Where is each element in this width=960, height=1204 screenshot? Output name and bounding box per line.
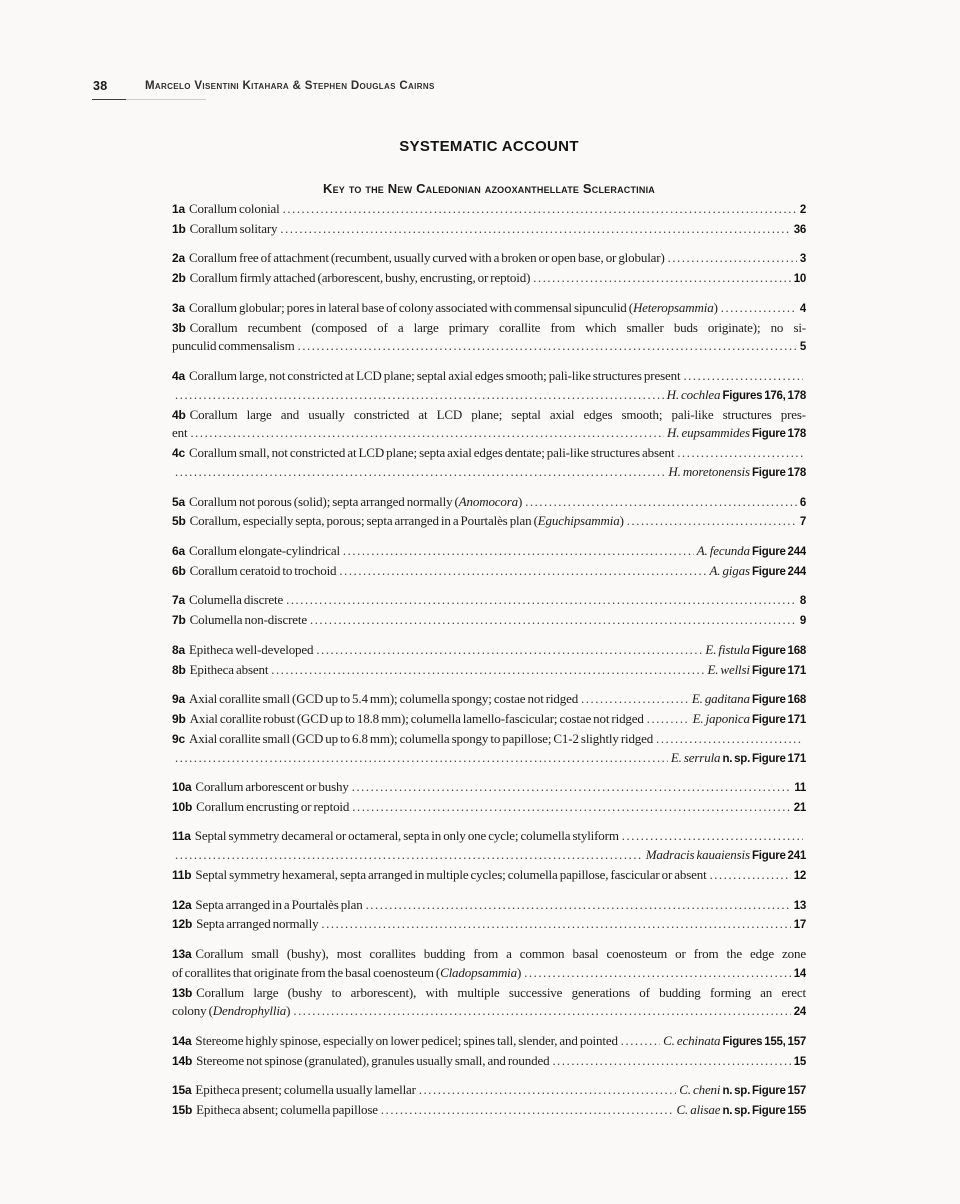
- couplet-result: [800, 200, 806, 220]
- key-line: [172, 319, 806, 338]
- taxon-name: Heteropsammia: [632, 299, 714, 315]
- couplet-text: [190, 320, 806, 335]
- reference-text: Figure 241: [751, 850, 806, 863]
- reference-text: 12: [793, 870, 806, 883]
- taxon-name: Cladopsammia: [440, 964, 517, 980]
- dot-leader: [280, 220, 790, 239]
- key-line: [172, 690, 806, 710]
- page-number: 38: [93, 79, 108, 93]
- couplet-label: 7a: [172, 593, 185, 608]
- reference-text: Figure 168: [751, 694, 806, 707]
- key-group: [172, 827, 806, 885]
- couplet-text: [172, 1002, 290, 1021]
- key-line: [172, 964, 806, 984]
- key-line: [172, 1081, 806, 1101]
- couplet-label: 6a: [172, 543, 185, 558]
- key-text-segment: Septa arranged normally: [196, 916, 319, 932]
- key-group: [172, 200, 806, 240]
- key-text-segment: Columella discrete: [188, 592, 284, 608]
- key-text-segment: Corallum large, not constricted at LCD plane; septal axial edges smooth; pali-like structures present: [188, 367, 681, 383]
- reference-text: 14: [793, 967, 806, 980]
- key-line: [172, 798, 806, 818]
- key-line: [172, 846, 806, 866]
- key-group: [172, 945, 806, 1022]
- key-line: [172, 562, 806, 582]
- dot-leader: [552, 1052, 790, 1071]
- reference-text: 10: [793, 273, 806, 286]
- reference-text: Figure 168: [751, 644, 806, 657]
- dot-leader: [339, 562, 706, 581]
- key-text-segment: Stereome highly spinose, especially on lower pedicel; spines tall, slender, and pointed: [195, 1033, 618, 1049]
- couplet-text: [172, 964, 521, 983]
- taxon-name: C. alisae: [676, 1102, 723, 1118]
- key-text-segment: Corallum, especially septa, porous; septa arranged in a Pourtalès plan (: [189, 513, 538, 529]
- couplet-result: [800, 591, 806, 611]
- key-line: [172, 386, 806, 406]
- key-text-segment: punculid commensalism: [172, 338, 295, 354]
- couplet-text: [190, 611, 307, 630]
- couplet-label: 9a: [172, 692, 185, 707]
- couplet-label: 1a: [172, 202, 185, 216]
- key-text-segment: Septal symmetry hexameral, septa arranged in multiple cycles; columella papillose, fascicular or absent: [195, 867, 707, 883]
- taxon-name: A. fecunda: [696, 542, 752, 558]
- couplet-text: [190, 562, 337, 581]
- couplet-label: 2a: [172, 251, 185, 266]
- couplet-result: [794, 269, 806, 289]
- key-text-segment: Corallum firmly attached (arborescent, bushy, encrusting, or reptoid): [189, 270, 531, 286]
- couplet-text: [195, 896, 362, 915]
- key-text-segment: Corallum encrusting or reptoid: [196, 798, 350, 814]
- key-group: [172, 591, 806, 631]
- header-rule: [92, 99, 126, 100]
- key-text-segment: ent: [172, 425, 188, 441]
- key-line: [172, 915, 806, 935]
- couplet-text: [172, 424, 187, 443]
- key-line: [172, 661, 806, 681]
- key-line: [172, 406, 806, 425]
- key-group: [172, 493, 806, 533]
- reference-text: Figure 157: [751, 1085, 806, 1098]
- key-line: [172, 220, 806, 240]
- couplet-text: [189, 200, 280, 219]
- taxon-name: Anomocora: [458, 493, 519, 509]
- content: [172, 139, 806, 1131]
- dot-leader: [621, 1032, 660, 1051]
- couplet-label: 14a: [172, 1034, 192, 1049]
- dot-leader: [321, 915, 790, 934]
- taxon-name: H. moretonensis: [668, 463, 752, 479]
- dot-leader: [533, 269, 790, 288]
- couplet-result: [693, 710, 806, 730]
- couplet-result: [800, 337, 806, 357]
- couplet-result: [794, 915, 806, 935]
- couplet-result: [800, 493, 806, 513]
- reference-text: n. sp.: [722, 1105, 752, 1118]
- taxon-name: Dendrophyllia: [212, 1003, 287, 1019]
- key-text-segment: ): [619, 513, 624, 529]
- couplet-text: [189, 444, 674, 463]
- reference-text: Figure 178: [751, 428, 806, 441]
- couplet-label: 1b: [172, 221, 186, 236]
- dot-leader: [271, 661, 704, 680]
- couplet-result: [705, 641, 806, 661]
- dot-leader: [293, 1002, 790, 1021]
- dot-leader: [524, 964, 791, 983]
- dot-leader: [175, 846, 643, 865]
- couplet-text: [196, 1052, 549, 1071]
- section-title: SYSTEMATIC ACCOUNT: [399, 138, 579, 155]
- couplet-text: [172, 337, 295, 356]
- couplet-result: [679, 1081, 806, 1101]
- key-text-segment: Corallum globular; pores in lateral base of colony associated with commensal sipunculid (: [188, 299, 633, 315]
- couplet-text: [189, 249, 665, 268]
- taxon-name: E. gaditana: [691, 691, 752, 707]
- couplet-result: [663, 1032, 806, 1052]
- taxon-name: C. echinata: [663, 1033, 723, 1049]
- key-text-segment: Corallum not porous (solid); septa arranged normally (: [188, 493, 459, 509]
- key-line: [172, 1032, 806, 1052]
- taxon-name: H. eupsammides: [667, 425, 752, 441]
- key-text-segment: Corallum large (bushy to arborescent), with multiple successive generations of budding forming an erect: [196, 984, 806, 1000]
- couplet-label: 7b: [172, 613, 186, 628]
- header-rule-light: [126, 99, 206, 100]
- reference-text: 8: [799, 595, 806, 608]
- couplet-label: 15b: [172, 1103, 193, 1118]
- key-text-segment: Epitheca present; columella usually lamellar: [195, 1082, 416, 1098]
- key-line: [172, 1052, 806, 1072]
- reference-text: Figure 171: [751, 664, 806, 677]
- couplet-label: 10b: [172, 799, 193, 814]
- couplet-text: [195, 1081, 415, 1100]
- key-text-segment: Corallum small, not constricted at LCD plane; septa axial edges dentate; pali-like structures absent: [188, 445, 675, 461]
- dot-leader: [352, 798, 790, 817]
- couplet-text: [189, 641, 313, 660]
- couplet-text: [189, 299, 718, 318]
- key-group: [172, 1032, 806, 1072]
- reference-text: n. sp.: [722, 752, 752, 765]
- reference-text: 6: [799, 496, 806, 509]
- reference-text: Figure 171: [751, 752, 806, 765]
- couplet-result: [800, 299, 806, 319]
- key-text-segment: Epitheca well-developed: [188, 641, 314, 657]
- reference-text: n. sp.: [722, 1085, 752, 1098]
- key-text-segment: Axial corallite small (GCD up to 6.8 mm); columella spongy to papillose; C1-2 slightly ridged: [188, 730, 654, 746]
- key-text-segment: Septa arranged in a Pourtalès plan: [195, 896, 363, 912]
- couplet-label: 15a: [172, 1083, 192, 1098]
- reference-text: Figures 176, 178: [722, 389, 806, 402]
- dot-leader: [668, 249, 797, 268]
- key-text-segment: Epitheca absent: [189, 661, 269, 677]
- couplet-text: [189, 730, 653, 749]
- key-line: [172, 299, 806, 319]
- key-text-segment: ): [713, 299, 718, 315]
- taxon-name: Madracis kauaiensis: [645, 847, 752, 863]
- key-line: [172, 710, 806, 730]
- key-line: [172, 591, 806, 611]
- couplet-text: [189, 690, 578, 709]
- reference-text: 17: [793, 919, 806, 932]
- couplet-result: [794, 964, 806, 984]
- couplet-text: [190, 661, 269, 680]
- taxon-name: Eguchipsammia: [537, 513, 620, 529]
- couplet-text: [190, 710, 644, 729]
- couplet-text: [195, 778, 348, 797]
- dot-leader: [283, 200, 797, 219]
- couplet-label: 6b: [172, 563, 186, 578]
- dot-leader: [381, 1101, 674, 1120]
- couplet-result: [794, 1002, 806, 1022]
- couplet-result: [794, 866, 806, 886]
- key-group: [172, 778, 806, 818]
- key-line: [172, 778, 806, 798]
- key-line: [172, 444, 806, 463]
- couplet-result: [794, 778, 806, 798]
- key-text-segment: Epitheca absent; columella papillose: [196, 1102, 378, 1118]
- taxon-name: C. cheni: [679, 1082, 723, 1098]
- dot-leader: [683, 367, 803, 386]
- key-text-segment: ): [517, 964, 522, 980]
- dot-leader: [721, 299, 797, 318]
- key-group: [172, 249, 806, 289]
- reference-text: 24: [793, 1006, 806, 1019]
- running-head: Marcelo Visentini Kitahara & Stephen Douglas Cairns: [145, 80, 435, 92]
- key-line: [172, 269, 806, 289]
- dot-leader: [343, 542, 694, 561]
- couplet-result: [692, 690, 806, 710]
- key-line: [172, 611, 806, 631]
- couplet-result: [800, 249, 806, 269]
- couplet-label: 9c: [172, 731, 185, 746]
- couplet-text: [195, 827, 619, 846]
- couplet-text: [190, 512, 624, 531]
- couplet-result: [707, 661, 806, 681]
- reference-text: Figure 244: [751, 545, 806, 558]
- key-group: [172, 690, 806, 768]
- key-line: [172, 512, 806, 532]
- couplet-result: [646, 846, 806, 866]
- couplet-label: 13a: [172, 947, 192, 962]
- key-line: [172, 493, 806, 513]
- reference-text: 13: [793, 899, 806, 912]
- taxon-name: E. wellsi: [707, 661, 752, 677]
- key-text-segment: Axial corallite small (GCD up to 5.4 mm); columella spongy; costae not ridged: [188, 691, 579, 707]
- couplet-text: [190, 269, 531, 288]
- taxon-name: E. fistula: [705, 641, 752, 657]
- dot-leader: [647, 710, 690, 729]
- couplet-text: [195, 946, 806, 961]
- key-group: [172, 896, 806, 936]
- key-text-segment: Stereome not spinose (granulated), granules usually small, and rounded: [196, 1052, 550, 1068]
- key-text-segment: Corallum arborescent or bushy: [195, 779, 349, 795]
- key-text-segment: Corallum recumbent (composed of a large primary corallite from which smaller buds originate); no si-: [189, 319, 806, 335]
- reference-text: 11: [794, 782, 806, 795]
- key-line: [172, 896, 806, 916]
- reference-text: Figures 155, 157: [722, 1036, 806, 1049]
- dot-leader: [627, 512, 797, 531]
- couplet-text: [190, 220, 278, 239]
- key-line: [172, 424, 806, 444]
- dot-leader: [298, 337, 797, 356]
- couplet-text: [196, 985, 806, 1000]
- key-text-segment: Corallum solitary: [189, 220, 278, 236]
- key-line: [172, 200, 806, 220]
- couplet-label: 11a: [172, 829, 191, 844]
- key-line: [172, 641, 806, 661]
- couplet-result: [800, 611, 806, 631]
- dot-leader: [366, 896, 791, 915]
- couplet-text: [196, 798, 349, 817]
- key-text-segment: Corallum ceratoid to trochoid: [189, 562, 337, 578]
- key-group: [172, 299, 806, 357]
- couplet-result: [794, 798, 806, 818]
- dot-leader: [710, 866, 791, 885]
- key-text-segment: ): [518, 493, 523, 509]
- couplet-label: 12a: [172, 897, 192, 912]
- key-group: [172, 542, 806, 582]
- reference-text: 36: [793, 223, 806, 236]
- reference-text: 21: [793, 801, 806, 814]
- couplet-result: [697, 542, 806, 562]
- couplet-text: [189, 591, 283, 610]
- couplet-label: 2b: [172, 271, 186, 286]
- key-text-segment: ): [286, 1003, 291, 1019]
- couplet-label: 3a: [172, 300, 185, 315]
- dot-leader: [419, 1081, 676, 1100]
- reference-text: 5: [799, 341, 806, 354]
- couplet-label: 13b: [172, 985, 193, 1000]
- couplet-label: 14b: [172, 1053, 193, 1068]
- couplet-text: [189, 542, 340, 561]
- key-text-segment: Columella non-discrete: [189, 612, 307, 628]
- couplet-text: [196, 1101, 378, 1120]
- dot-leader: [352, 778, 792, 797]
- key-line: [172, 984, 806, 1003]
- couplet-result: [800, 512, 806, 532]
- reference-text: Figure 171: [751, 713, 806, 726]
- couplet-result: [794, 220, 806, 240]
- couplet-label: 8b: [172, 662, 186, 677]
- reference-text: 7: [799, 516, 806, 529]
- couplet-result: [794, 1052, 806, 1072]
- couplet-label: 4a: [172, 368, 185, 383]
- key-line: [172, 730, 806, 749]
- key-line: [172, 367, 806, 386]
- key-line: [172, 866, 806, 886]
- dot-leader: [656, 730, 803, 749]
- couplet-result: [668, 463, 806, 483]
- couplet-result: [677, 1101, 807, 1121]
- couplet-result: [794, 896, 806, 916]
- couplet-text: [195, 866, 706, 885]
- taxon-name: H. cochlea: [666, 386, 723, 402]
- reference-text: 4: [799, 302, 806, 315]
- key-text-segment: Corallum colonial: [188, 201, 280, 216]
- taxon-name: A. gigas: [709, 562, 752, 578]
- reference-text: 9: [799, 615, 806, 628]
- key-text-segment: Corallum elongate-cylindrical: [188, 542, 340, 558]
- reference-text: Figure 244: [751, 565, 806, 578]
- couplet-label: 12b: [172, 917, 193, 932]
- key-text-segment: of corallites that originate from the basal coenosteum (: [172, 964, 441, 980]
- dot-leader: [316, 641, 702, 660]
- dot-leader: [175, 463, 665, 482]
- taxon-name: E. japonica: [692, 710, 752, 726]
- key-text-segment: colony (: [172, 1003, 213, 1019]
- key-text-segment: Corallum small (bushy), most corallites budding from a common basal coenosteum or from the edge zone: [195, 946, 806, 962]
- dot-leader: [677, 444, 803, 463]
- couplet-label: 4c: [172, 446, 185, 461]
- key-group: [172, 367, 806, 483]
- couplet-label: 9b: [172, 711, 186, 726]
- key-line: [172, 945, 806, 964]
- key-line: [172, 749, 806, 769]
- key-title: Key to the New Caledonian azooxanthellate Scleractinia: [323, 181, 655, 196]
- key-text-segment: Septal symmetry decameral or octameral, septa in only one cycle; columella styliform: [194, 828, 619, 844]
- reference-text: 3: [799, 253, 806, 266]
- couplet-label: 8a: [172, 642, 185, 657]
- reference-text: 15: [793, 1055, 806, 1068]
- key-group: [172, 1081, 806, 1121]
- couplet-text: [195, 1032, 617, 1051]
- key-text-segment: Corallum free of attachment (recumbent, usually curved with a broken or open base, or globular): [188, 250, 665, 266]
- key-line: [172, 827, 806, 846]
- key-line: [172, 249, 806, 269]
- couplet-label: 5b: [172, 514, 186, 529]
- couplet-result: [667, 386, 806, 406]
- key-line: [172, 1101, 806, 1121]
- dot-leader: [525, 493, 797, 512]
- reference-text: Figure 178: [751, 466, 806, 479]
- couplet-text: [190, 407, 806, 422]
- couplet-label: 3b: [172, 320, 186, 335]
- couplet-text: [189, 493, 522, 512]
- key-text-segment: Axial corallite robust (GCD up to 18.8 mm); columella lamello-fascicular; costae not ridged: [189, 710, 644, 726]
- couplet-text: [196, 915, 318, 934]
- couplet-text: [189, 367, 680, 386]
- taxon-name: E. serrula: [670, 749, 723, 765]
- key-list: [172, 200, 806, 1121]
- key-line: [172, 1002, 806, 1022]
- couplet-result: [709, 562, 806, 582]
- dot-leader: [310, 611, 797, 630]
- couplet-result: [671, 749, 806, 769]
- dot-leader: [175, 386, 664, 405]
- key-line: [172, 337, 806, 357]
- couplet-label: 4b: [172, 407, 186, 422]
- key-line: [172, 542, 806, 562]
- key-group: [172, 641, 806, 681]
- couplet-label: 10a: [172, 780, 192, 795]
- key-text-segment: Corallum large and usually constricted at LCD plane; septal axial edges smooth; pali-like structures pres-: [189, 406, 806, 422]
- dot-leader: [175, 749, 668, 768]
- dot-leader: [581, 690, 689, 709]
- couplet-label: 5a: [172, 494, 185, 509]
- dot-leader: [286, 591, 797, 610]
- dot-leader: [190, 424, 664, 443]
- dot-leader: [622, 827, 803, 846]
- couplet-result: [667, 424, 806, 444]
- couplet-label: 11b: [172, 868, 192, 883]
- reference-text: 2: [799, 204, 806, 216]
- key-line: [172, 463, 806, 483]
- reference-text: Figure 155: [751, 1105, 806, 1118]
